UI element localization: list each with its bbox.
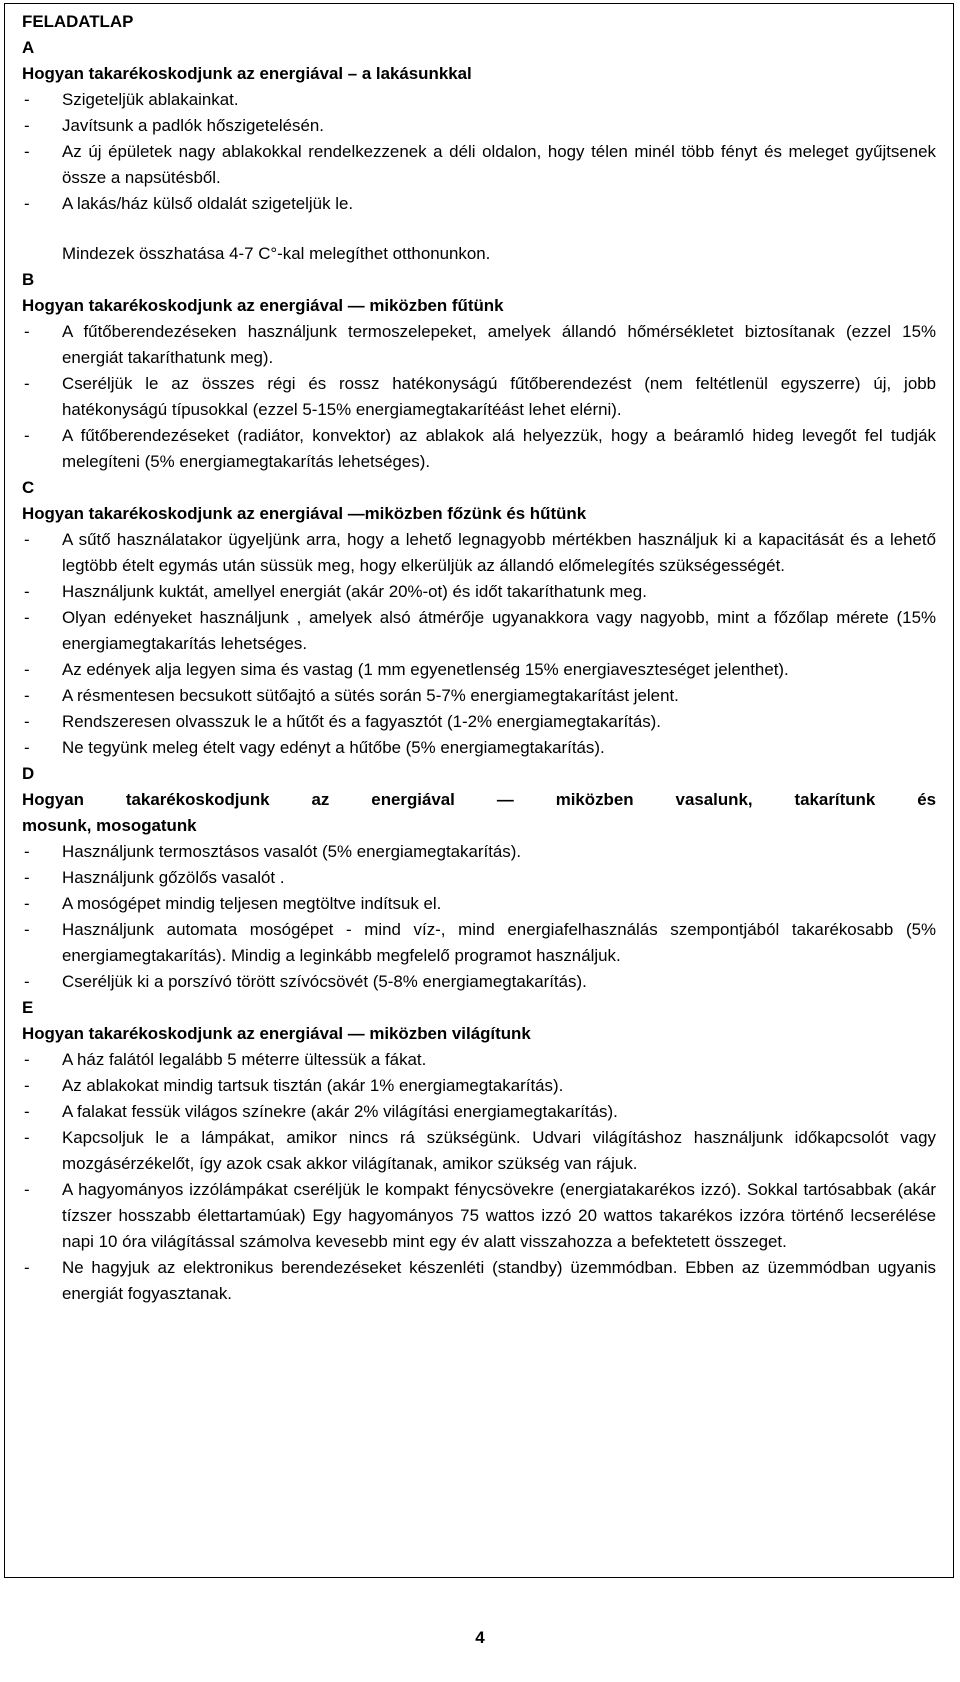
worksheet-title: FELADATLAP xyxy=(22,12,134,31)
list-item: - Cseréljük le az összes régi és rossz hatékonyságú fűtőberendezést (nem feltétlenül egyszerre) új, jobb hatékonyságú típusokkal (ezzel 5-15% energiamegtakarítéást lehet elérni). xyxy=(22,371,936,423)
list-item-text: Használjunk termosztásos vasalót (5% energiamegtakarítás). xyxy=(62,842,522,861)
section-d xyxy=(22,761,936,995)
page-number: 4 xyxy=(475,1628,485,1647)
list-item: - Kapcsoljuk le a lámpákat, amikor nincs rá szükségünk. Udvari világításhoz használjunk időkapcsolót vagy mozgásérzékelőt, így azok csak akkor világítanak, amikor szükség van rájuk. xyxy=(22,1125,936,1177)
section-letter: A xyxy=(22,38,35,57)
list-item: - A falakat fessük világos színekre (akár 2% világítási energiamegtakarítás). xyxy=(22,1099,936,1125)
list-item: - Használjunk automata mosógépet - mind víz-, mind energiafelhasználás szempontjából takarékosabb (5% energiamegtakarítás). Mindig a leginkább megfelelő programot használjuk. xyxy=(22,917,936,969)
list-item-text: Használjunk gőzölős vasalót . xyxy=(62,868,285,887)
list-item: - A lakás/ház külső oldalát szigeteljük le. xyxy=(22,191,936,217)
list-item-text: Az ablakokat mindig tartsuk tisztán (akár 1% energiamegtakarítás). xyxy=(62,1076,564,1095)
list-item-text: Szigeteljük ablakainkat. xyxy=(62,90,239,109)
list-item-text: A sűtő használatakor ügyeljünk arra, hogy a lehető legnagyobb mértékben használjuk ki a kapacitását és a lehető legtöbb ételt egymás után süssük meg, hogy elkerüljük az állandó előmelegítés szükségességét. xyxy=(62,530,936,575)
list-item: - A mosógépet mindig teljesen megtöltve indítsuk el. xyxy=(22,891,936,917)
list-item: - A fűtőberendezéseken használjunk termoszelepeket, amelyek állandó hőmérsékletet biztosítanak (ezzel 15% energiát takaríthatunk meg). xyxy=(22,319,936,371)
section-heading: Hogyan takarékoskodjunk az energiával — miközben fűtünk xyxy=(22,296,504,315)
list-item: - A résmentesen becsukott sütőajtó a sütés során 5-7% energiamegtakarítást jelent. xyxy=(22,683,936,709)
list-item: - A hagyományos izzólámpákat cseréljük le kompakt fénycsövekre (energiatakarékos izzó). Sokkal tartósabbak (akár tízszer hosszabb élettartamúak) Egy hagyományos 75 wattos izzó 20 wattos takarékos izzóra történő lecserélése napi 10 óra világítással számolva kevesebb mint egy év alatt visszahozza a befektetett összeget. xyxy=(22,1177,936,1255)
section-letter: C xyxy=(22,478,35,497)
summary-note: Mindezek összhatása 4-7 C°-kal melegíthet otthonunkon. xyxy=(62,244,491,263)
section-letter: D xyxy=(22,764,35,783)
list-item-text: Az új épületek nagy ablakokkal rendelkezzenek a déli oldalon, hogy télen minél több fényt és meleget gyűjtsenek össze a napsütésből. xyxy=(62,142,936,187)
list-item-text: A mosógépet mindig teljesen megtöltve indítsuk el. xyxy=(62,894,442,913)
list-item-text: A hagyományos izzólámpákat cseréljük le kompakt fénycsövekre (energiatakarékos izzó). Sokkal tartósabbak (akár tízszer hosszabb élettartamúak) Egy hagyományos 75 wattos izzó 20 wattos takarékos izzóra történő lecserélése napi 10 óra világítással számolva kevesebb mint egy év alatt visszahozza a befektetett összeget. xyxy=(62,1180,936,1251)
list-item-text: Használjunk kuktát, amellyel energiát (akár 20%-ot) és időt takaríthatunk meg. xyxy=(62,582,647,601)
section-e xyxy=(22,995,936,1307)
section-c xyxy=(22,475,936,761)
section-heading: Hogyan takarékoskodjunk az energiával — miközben világítunk xyxy=(22,1024,531,1043)
list-item: - A sűtő használatakor ügyeljünk arra, hogy a lehető legnagyobb mértékben használjuk ki a kapacitását és a lehető legtöbb ételt egymás után süssük meg, hogy elkerüljük az állandó előmelegítés szükségességét. xyxy=(22,527,936,579)
list-item-text: Cseréljük ki a porszívó törött szívócsövét (5-8% energiamegtakarítás). xyxy=(62,972,587,991)
list-item-text: A lakás/ház külső oldalát szigeteljük le. xyxy=(62,194,354,213)
list-item: - Szigeteljük ablakainkat. xyxy=(22,87,936,113)
list-item-text: Az edények alja legyen sima és vastag (1 mm egyenetlenség 15% energiaveszteséget jelenthet). xyxy=(62,660,789,679)
list-item: - Cseréljük ki a porszívó törött szívócsövét (5-8% energiamegtakarítás). xyxy=(22,969,936,995)
list-item: - Használjunk termosztásos vasalót (5% energiamegtakarítás). xyxy=(22,839,936,865)
list-item-text: A fűtőberendezéseken használjunk termoszelepeket, amelyek állandó hőmérsékletet biztosítanak (ezzel 15% energiát takaríthatunk meg). xyxy=(62,322,936,367)
list-item-text: Javítsunk a padlók hőszigetelésén. xyxy=(62,116,324,135)
list-item: - A ház falától legalább 5 méterre ültessük a fákat. xyxy=(22,1047,936,1073)
section-heading: Hogyan takarékoskodjunk az energiával —miközben főzünk és hűtünk xyxy=(22,504,587,523)
worksheet-content xyxy=(22,9,936,1307)
list-item: - Az új épületek nagy ablakokkal rendelkezzenek a déli oldalon, hogy télen minél több fényt és meleget gyűjtsenek össze a napsütésből. xyxy=(22,139,936,191)
list-item: - Javítsunk a padlók hőszigetelésén. xyxy=(22,113,936,139)
section-letter: B xyxy=(22,270,35,289)
list-item-text: Olyan edényeket használjunk , amelyek alsó átmérője ugyanakkora vagy nagyobb, mint a főzőlap mérete (15% energiamegtakarítás lehetséges. xyxy=(62,608,936,653)
list-item-text: Ne tegyünk meleg ételt vagy edényt a hűtőbe (5% energiamegtakarítás). xyxy=(62,738,605,757)
list-item-text: A fűtőberendezéseket (radiátor, konvektor) az ablakok alá helyezzük, hogy a beáramló hideg levegőt fel tudják melegíteni (5% energiamegtakarítás lehetséges). xyxy=(62,426,936,471)
section-b xyxy=(22,267,936,475)
list-item-text: A résmentesen becsukott sütőajtó a sütés során 5-7% energiamegtakarítást jelent. xyxy=(62,686,679,705)
list-item: - Az edények alja legyen sima és vastag (1 mm egyenetlenség 15% energiaveszteséget jelenthet). xyxy=(22,657,936,683)
list-item-text: Cseréljük le az összes régi és rossz hatékonyságú fűtőberendezést (nem feltétlenül egyszerre) új, jobb hatékonyságú típusokkal (ezzel 5-15% energiamegtakarítéást lehet elérni). xyxy=(62,374,936,419)
list-item: - Használjunk gőzölős vasalót . xyxy=(22,865,936,891)
list-item-text: Használjunk automata mosógépet - mind víz-, mind energiafelhasználás szempontjából takarékosabb (5% energiamegtakarítás). Mindig a leginkább megfelelő programot használjuk. xyxy=(62,920,936,965)
section-letter: E xyxy=(22,998,34,1017)
section-a xyxy=(22,35,936,267)
section-heading: Hogyan takarékoskodjunk az energiával — miközben vasalunk, takarítunk és xyxy=(22,790,936,809)
list-item: - Olyan edényeket használjunk , amelyek alsó átmérője ugyanakkora vagy nagyobb, mint a főzőlap mérete (15% energiamegtakarítás lehetséges. xyxy=(22,605,936,657)
list-item-text: Kapcsoljuk le a lámpákat, amikor nincs rá szükségünk. Udvari világításhoz használjunk időkapcsolót vagy mozgásérzékelőt, így azok csak akkor világítanak, amikor szükség van rájuk. xyxy=(62,1128,936,1173)
list-item: - Ne tegyünk meleg ételt vagy edényt a hűtőbe (5% energiamegtakarítás). xyxy=(22,735,936,761)
list-item: - A fűtőberendezéseket (radiátor, konvektor) az ablakok alá helyezzük, hogy a beáramló hideg levegőt fel tudják melegíteni (5% energiamegtakarítás lehetséges). xyxy=(22,423,936,475)
list-item-text: Ne hagyjuk az elektronikus berendezéseket készenléti (standby) üzemmódban. Ebben az üzemmódban ugyanis energiát fogyasztanak. xyxy=(62,1258,936,1303)
list-item-text: A falakat fessük világos színekre (akár 2% világítási energiamegtakarítás). xyxy=(62,1102,618,1121)
section-heading: Hogyan takarékoskodjunk az energiával – a lakásunkkal xyxy=(22,64,472,83)
list-item: - Rendszeresen olvasszuk le a hűtőt és a fagyasztót (1-2% energiamegtakarítás). xyxy=(22,709,936,735)
list-item-text: A ház falától legalább 5 méterre ültessük a fákat. xyxy=(62,1050,427,1069)
list-item: - Az ablakokat mindig tartsuk tisztán (akár 1% energiamegtakarítás). xyxy=(22,1073,936,1099)
list-item: - Ne hagyjuk az elektronikus berendezéseket készenléti (standby) üzemmódban. Ebben az üzemmódban ugyanis energiát fogyasztanak. xyxy=(22,1255,936,1307)
list-item-text: Rendszeresen olvasszuk le a hűtőt és a fagyasztót (1-2% energiamegtakarítás). xyxy=(62,712,661,731)
list-item: - Használjunk kuktát, amellyel energiát (akár 20%-ot) és időt takaríthatunk meg. xyxy=(22,579,936,605)
section-heading-continued: mosunk, mosogatunk xyxy=(22,816,197,835)
